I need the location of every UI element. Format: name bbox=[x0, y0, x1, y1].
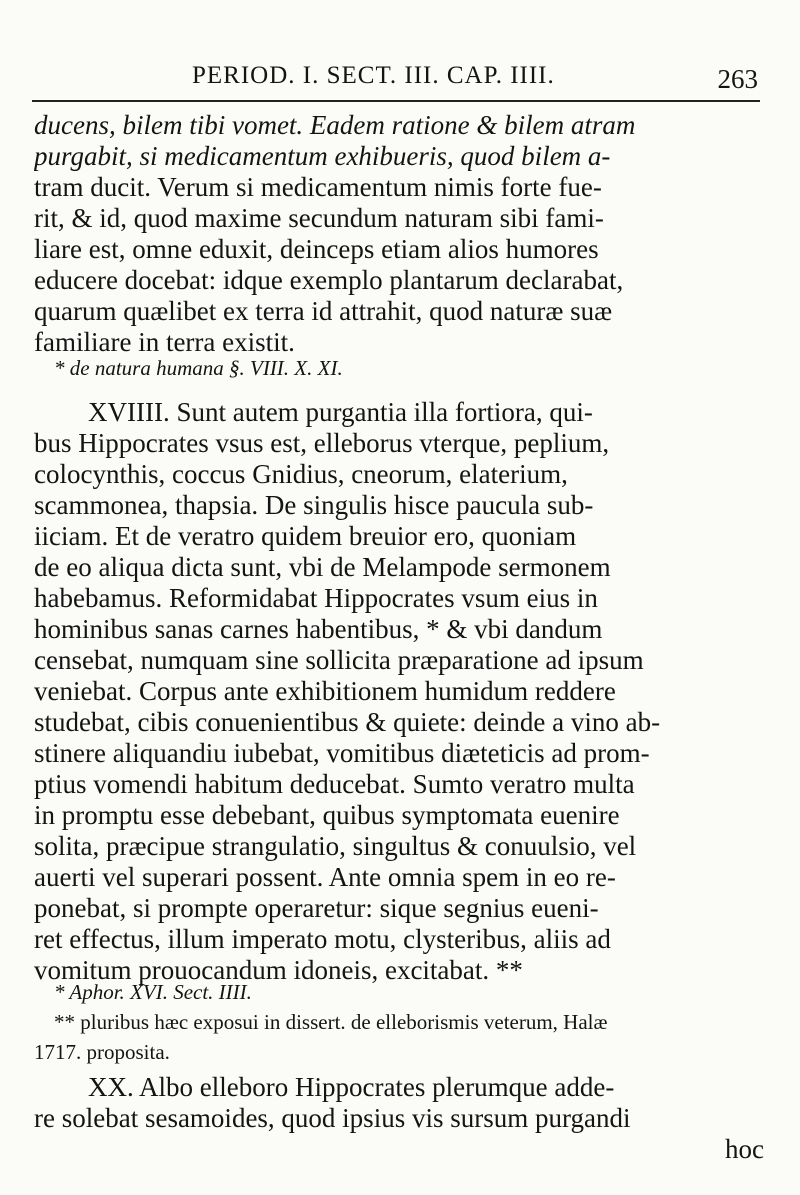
text-line: liare est, omne eduxit, deinceps etiam alios humores bbox=[34, 234, 599, 264]
text-line: familiare in terra existit. bbox=[34, 327, 295, 357]
text-line: ret effectus, illum imperato motu, clysteribus, aliis ad bbox=[34, 924, 611, 954]
text-line: iiciam. Et de veratro quidem breuior ero, quoniam bbox=[34, 521, 577, 551]
text-line: purgabit, si medicamentum exhibueris, quod bilem a- bbox=[34, 141, 611, 171]
text-line: ducens, bilem tibi vomet. Eadem ratione & bilem atram bbox=[34, 110, 636, 140]
page-header bbox=[32, 62, 760, 102]
paragraph-xx bbox=[34, 1072, 764, 1165]
text-line: ponebat, si prompte operaretur: sique segnius eueni- bbox=[34, 893, 599, 923]
text-line: bus Hippocrates vsus est, elleborus vterque, peplium, bbox=[34, 428, 610, 458]
text-line: educere docebat: idque exemplo plantarum declarabat, bbox=[34, 265, 624, 295]
page-number: 263 bbox=[717, 64, 758, 94]
text-line: hominibus sanas carnes habentibus, * & vbi dandum bbox=[34, 614, 603, 644]
text-line: stinere aliquandiu iubebat, vomitibus diæteticis ad prom- bbox=[34, 738, 650, 768]
text-line: auerti vel superari possent. Ante omnia spem in eo re- bbox=[34, 862, 616, 892]
text-line: quarum quælibet ex terra id attrahit, quod naturæ suæ bbox=[34, 296, 613, 326]
footnote bbox=[54, 353, 784, 383]
text-line: tram ducit. Verum si medicamentum nimis forte fue- bbox=[34, 172, 602, 202]
text-line: solita, præcipue strangulatio, singultus & conuulsio, vel bbox=[34, 831, 637, 861]
text-line: studebat, cibis conuenientibus & quiete: deinde a vino ab- bbox=[34, 707, 661, 737]
footnote-line: ** pluribus hæc exposui in dissert. de elleborismis veterum, Halæ bbox=[54, 1010, 608, 1034]
text-line: de eo aliqua dicta sunt, vbi de Melampode sermonem bbox=[34, 552, 611, 582]
text-line: scammonea, thapsia. De singulis hisce paucula sub- bbox=[34, 490, 594, 520]
text-line: censebat, numquam sine sollicita præparatione ad ipsum bbox=[34, 645, 644, 675]
running-head: PERIOD. I. SECT. III. CAP. IIII. bbox=[192, 62, 555, 89]
text-line: habebamus. Reformidabat Hippocrates vsum eius in bbox=[34, 583, 598, 613]
text-line: XVIIII. Sunt autem purgantia illa fortiora, qui- bbox=[88, 397, 593, 427]
text-line: veniebat. Corpus ante exhibitionem humidum reddere bbox=[34, 676, 616, 706]
footnote-line: 1717. proposita. bbox=[34, 1040, 170, 1064]
catchword: hoc bbox=[725, 1134, 764, 1164]
header-rule bbox=[32, 100, 760, 102]
text-line: colocynthis, coccus Gnidius, cneorum, elaterium, bbox=[34, 459, 568, 489]
text-line: rit, & id, quod maxime secundum naturam sibi fami- bbox=[34, 203, 604, 233]
text-line: in promptu esse debebant, quibus symptomata euenire bbox=[34, 800, 620, 830]
footnotes bbox=[34, 977, 784, 1067]
paragraph-continued bbox=[34, 110, 764, 358]
paragraph-xviiii bbox=[34, 397, 764, 986]
footnote-line: * Aphor. XVI. Sect. IIII. bbox=[54, 980, 252, 1004]
footnote-line: * de natura humana §. VIII. X. XI. bbox=[54, 356, 343, 380]
text-line: ptius vomendi habitum deducebat. Sumto veratro multa bbox=[34, 769, 635, 799]
text-line: XX. Albo elleboro Hippocrates plerumque adde- bbox=[88, 1072, 615, 1102]
text-line: re solebat sesamoides, quod ipsius vis sursum purgandi bbox=[34, 1103, 631, 1133]
text-line: vomitum prouocandum idoneis, excitabat. ** bbox=[34, 955, 523, 985]
